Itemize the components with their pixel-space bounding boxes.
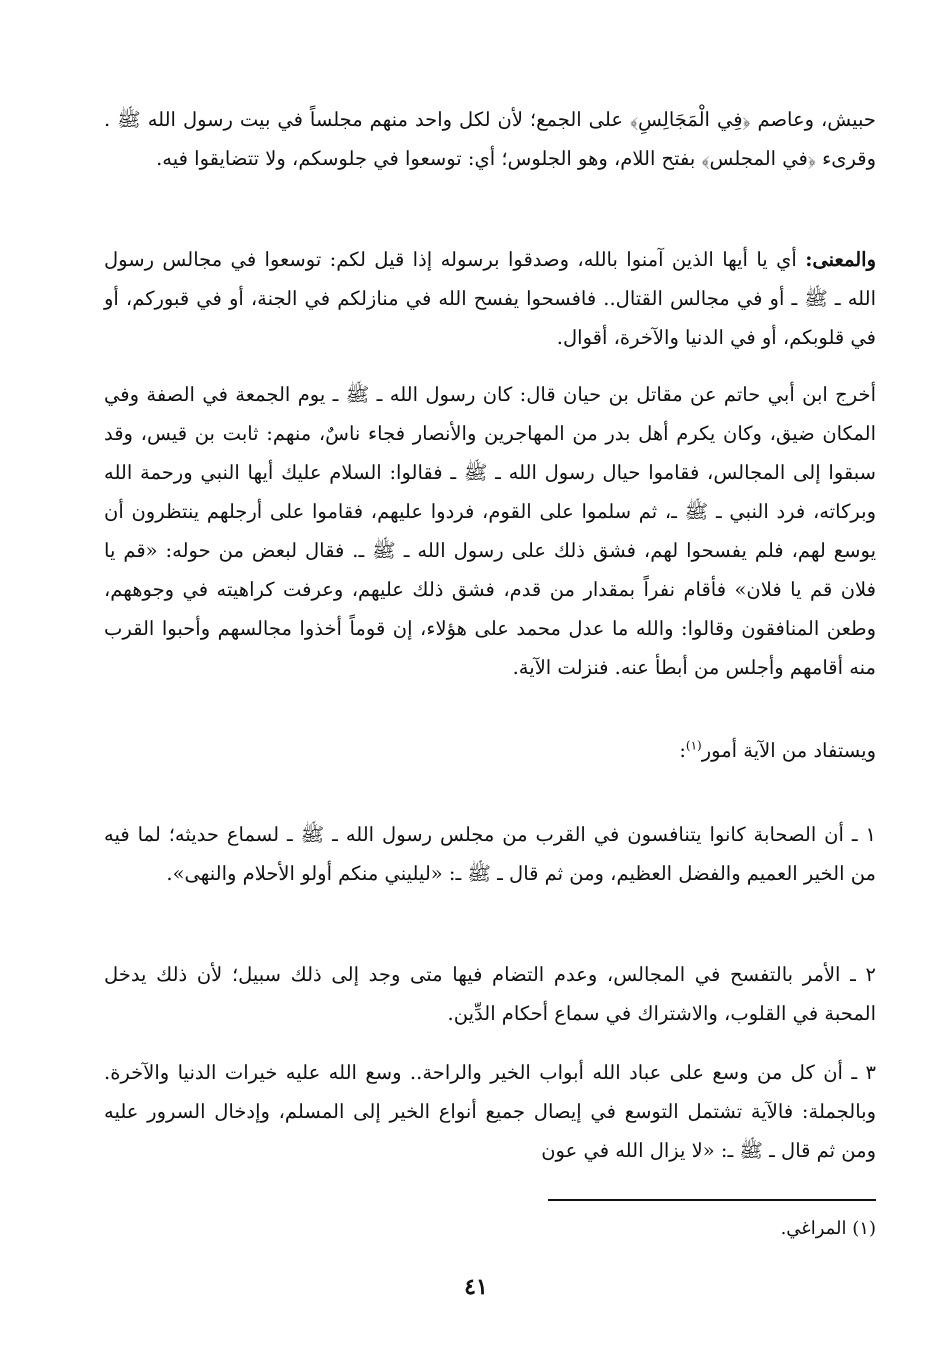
meaning-heading: والمعنى: bbox=[805, 248, 876, 271]
footnote: (١) المراغي. bbox=[780, 1218, 876, 1239]
paragraph-lessons-intro bbox=[104, 731, 876, 770]
paragraph-text: ٢ ـ الأمر بالتفسح في المجالس، وعدم التضام فيها متى وجد إلى ذلك سبيل؛ لأن ذلك يدخل المحبة في القلوب، والاشتراك في سماع أحكام الدِّين. bbox=[104, 963, 876, 1025]
paragraph-majalis-reading bbox=[104, 100, 876, 178]
paragraph-text: ١ ـ أن الصحابة كانوا يتنافسون في القرب من مجلس رسول الله ـ ﷺ ـ لسماع حديثه؛ لما فيه من الخير العميم والفضل العظيم، ومن ثم قال ـ ﷺ ـ: «ليليني منكم أولو الأحلام والنهى». bbox=[104, 823, 876, 885]
paragraph-text: حبيش، وعاصم ﴿فِي الْمَجَالِسِ﴾ على الجمع؛ لأن لكل واحد منهم مجلساً في بيت رسول الله ﷺ . وقرىء ﴿في المجلس﴾ بفتح اللام، وهو الجلوس؛ أي: توسعوا في جلوسكم، ولا تتضايقوا فيه. bbox=[104, 108, 876, 170]
paragraph-text: أخرج ابن أبي حاتم عن مقاتل بن حيان قال: كان رسول الله ـ ﷺ ـ يوم الجمعة في الصفة وفي المكان ضيق، وكان يكرم أهل بدر من المهاجرين والأنصار فجاء ناسٌ، منهم: ثابت بن قيس، وقد سبقوا إلى المجالس، فقاموا حيال رسول الله ـ ﷺ ـ فقالوا: السلام عليك أيها النبي ورحمة الله وبركاته، فرد النبي ـ ﷺ ـ، ثم سلموا على القوم، فردوا عليهم، فقاموا على أرجلهم ينتظرون أن يوسع لهم، فلم يفسحوا لهم، فشق ذلك على رسول الله ـ ﷺ ـ. فقال لبعض من حوله: «قم يا فلان قم يا فلان» فأقام نفراً بمقدار من قدم، فشق ذلك عليهم، وعرفت كراهيته في وجوههم، وطعن المنافقون وقالوا: والله ما عدل محمد على هؤلاء، إن قوماً أخذوا مجالسهم وأحبوا القرب منه أقامهم وأجلس من أبطأ عنه. فنزلت الآية. bbox=[104, 383, 876, 679]
lesson-item-3 bbox=[104, 1053, 876, 1170]
paragraph-meaning bbox=[104, 240, 876, 357]
paragraph-text: أي يا أيها الذين آمنوا بالله، وصدقوا برسوله إذا قيل لكم: توسعوا في مجالس رسول الله ـ ﷺ ـ أو في مجالس القتال.. فافسحوا يفسح الله في منازلكم في الجنة، أو في قبوركم، أو في قلوبكم، أو في الدنيا والآخرة، أقوال. bbox=[104, 248, 876, 349]
lesson-item-1 bbox=[104, 815, 876, 893]
paragraph-text: ٣ ـ أن كل من وسع على عباد الله أبواب الخير والراحة.. وسع الله عليه خيرات الدنيا والآخرة. وبالجملة: فالآية تشتمل التوسع في إيصال جميع أنواع الخير إلى المسلم، وإدخال السرور عليه ومن ثم قال ـ ﷺ ـ: «لا يزال الله في عون bbox=[104, 1061, 876, 1162]
page-number: ٤١ bbox=[464, 1274, 488, 1300]
colon: : bbox=[679, 739, 686, 762]
paragraph-revelation-cause bbox=[104, 375, 876, 687]
paragraph-text: ويستفاد من الآية أمور bbox=[701, 739, 876, 762]
footnote-reference: (١) bbox=[685, 738, 702, 753]
footnote-divider bbox=[548, 1199, 876, 1201]
lesson-item-2 bbox=[104, 955, 876, 1033]
